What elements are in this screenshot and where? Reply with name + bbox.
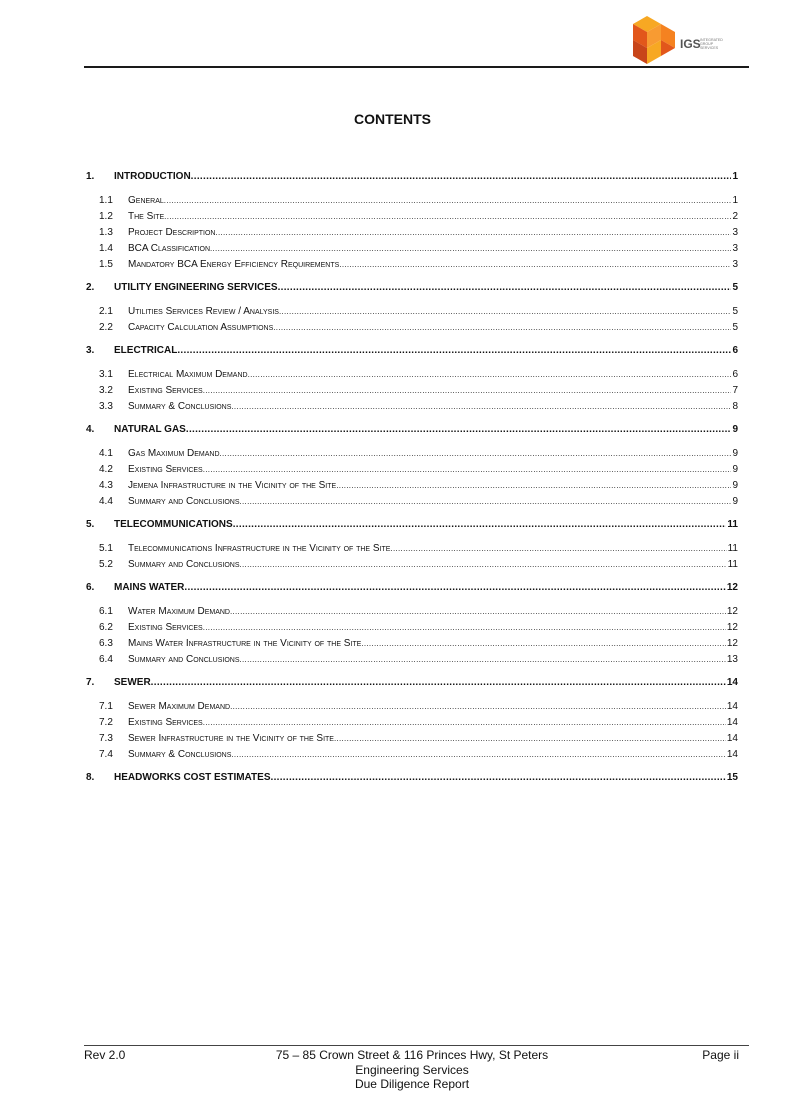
toc-section-entry[interactable]	[86, 345, 738, 359]
toc-subsection-entry[interactable]	[86, 638, 738, 652]
toc-entry-page: 3	[732, 243, 738, 254]
toc-subsection-entry[interactable]	[86, 401, 738, 415]
toc-section-entry[interactable]	[86, 282, 738, 296]
toc-entry-label: NATURAL GAS	[114, 424, 186, 435]
toc-entry-label: Summary & Conclusions	[128, 749, 232, 760]
toc-subsection-entry[interactable]	[86, 543, 738, 557]
toc-entry-page: 9	[732, 480, 738, 491]
toc-entry-page: 5	[732, 306, 738, 317]
toc-subsection-entry[interactable]	[86, 322, 738, 336]
toc-entry-page: 9	[732, 448, 738, 459]
toc-entry-number: 8.	[86, 772, 95, 783]
toc-entry-page: 12	[726, 606, 738, 617]
footer-page-number: Page ii	[702, 1048, 739, 1062]
toc-subsection-entry[interactable]	[86, 259, 738, 273]
toc-subsection-entry[interactable]	[86, 606, 738, 620]
toc-entry-label: MAINS WATER	[114, 582, 185, 593]
toc-entry-number: 4.2	[99, 464, 113, 475]
toc-entry-label: Project Description	[128, 227, 216, 238]
toc-dot-leader	[186, 424, 732, 435]
toc-dot-leader	[336, 481, 731, 490]
toc-entry-page: 3	[732, 227, 738, 238]
toc-subsection-entry[interactable]	[86, 448, 738, 462]
toc-dot-leader	[164, 196, 732, 205]
toc-entry-number: 3.	[86, 345, 95, 356]
toc-entry-number: 5.1	[99, 543, 113, 554]
toc-section-entry[interactable]	[86, 519, 738, 533]
logo-text: IGS	[680, 37, 701, 51]
toc-entry-number: 2.2	[99, 322, 113, 333]
toc-entry-number: 6.3	[99, 638, 113, 649]
toc-entry-page: 9	[732, 496, 738, 507]
toc-entry-page: 1	[732, 195, 738, 206]
toc-entry-label: Existing Services	[128, 464, 203, 475]
toc-entry-label: The Site	[128, 211, 165, 222]
toc-entry-label: Mandatory BCA Energy Efficiency Requirements	[128, 259, 340, 270]
toc-dot-leader	[231, 750, 725, 759]
footer-revision: Rev 2.0	[84, 1048, 126, 1062]
toc-entry-page: 14	[726, 749, 738, 760]
toc-dot-leader	[240, 655, 726, 664]
toc-entry-number: 1.5	[99, 259, 113, 270]
toc-dot-leader	[151, 677, 726, 688]
toc-entry-number: 7.3	[99, 733, 113, 744]
toc-entry-number: 4.	[86, 424, 95, 435]
toc-entry-label: Sewer Infrastructure in the Vicinity of the Site	[128, 733, 334, 744]
toc-entry-page: 3	[732, 259, 738, 270]
toc-entry-number: 5.	[86, 519, 95, 530]
toc-entry-number: 1.4	[99, 243, 113, 254]
toc-dot-leader	[248, 370, 732, 379]
toc-dot-leader	[184, 582, 726, 593]
toc-entry-label: Water Maximum Demand	[128, 606, 230, 617]
footer-rule	[84, 1045, 749, 1046]
toc-entry-page: 9	[732, 424, 738, 435]
toc-dot-leader	[164, 212, 731, 221]
toc-subsection-entry[interactable]	[86, 701, 738, 715]
toc-entry-page: 12	[726, 638, 738, 649]
toc-subsection-entry[interactable]	[86, 480, 738, 494]
toc-entry-number: 1.3	[99, 227, 113, 238]
toc-dot-leader	[220, 449, 732, 458]
toc-dot-leader	[278, 282, 732, 293]
footer-report-name: Due Diligence Report	[354, 1077, 470, 1091]
toc-subsection-entry[interactable]	[86, 227, 738, 241]
toc-dot-leader	[203, 386, 732, 395]
toc-entry-label: Summary and Conclusions	[128, 559, 240, 570]
toc-entry-label: Electrical Maximum Demand	[128, 369, 248, 380]
toc-entry-number: 7.2	[99, 717, 113, 728]
toc-subsection-entry[interactable]	[86, 211, 738, 225]
toc-dot-leader	[203, 623, 726, 632]
toc-subsection-entry[interactable]	[86, 243, 738, 257]
toc-entry-page: 1	[732, 171, 738, 182]
toc-entry-page: 11	[727, 519, 738, 530]
toc-entry-number: 6.2	[99, 622, 113, 633]
toc-subsection-entry[interactable]	[86, 195, 738, 209]
toc-subsection-entry[interactable]	[86, 369, 738, 383]
toc-entry-number: 2.1	[99, 306, 113, 317]
toc-dot-leader	[191, 171, 732, 182]
toc-dot-leader	[230, 702, 726, 711]
header-rule	[84, 66, 749, 68]
toc-entry-label: Capacity Calculation Assumptions	[128, 322, 274, 333]
toc-entry-label: TELECOMMUNICATIONS	[114, 519, 233, 530]
toc-dot-leader	[230, 607, 726, 616]
toc-subsection-entry[interactable]	[86, 385, 738, 399]
toc-subsection-entry[interactable]	[86, 559, 738, 573]
toc-entry-label: Jemena Infrastructure in the Vicinity of the Site	[128, 480, 337, 491]
toc-entry-page: 11	[727, 543, 738, 554]
toc-entry-label: UTILITY ENGINEERING SERVICES	[114, 282, 278, 293]
toc-entry-number: 7.	[86, 677, 95, 688]
toc-subsection-entry[interactable]	[86, 654, 738, 668]
toc-entry-label: INTRODUCTION	[114, 171, 191, 182]
toc-dot-leader	[339, 260, 731, 269]
toc-entry-page: 12	[726, 582, 738, 593]
toc-entry-number: 7.1	[99, 701, 113, 712]
toc-subsection-entry[interactable]	[86, 496, 738, 510]
toc-subsection-entry[interactable]	[86, 306, 738, 320]
toc-dot-leader	[233, 519, 727, 530]
toc-entry-number: 2.	[86, 282, 95, 293]
toc-subsection-entry[interactable]	[86, 464, 738, 478]
toc-entry-number: 6.4	[99, 654, 113, 665]
toc-dot-leader	[215, 228, 731, 237]
toc-entry-page: 5	[732, 282, 738, 293]
toc-dot-leader	[270, 772, 725, 783]
toc-entry-number: 1.2	[99, 211, 113, 222]
toc-entry-number: 3.1	[99, 369, 113, 380]
toc-entry-label: Existing Services	[128, 385, 203, 396]
toc-dot-leader	[203, 465, 732, 474]
toc-subsection-entry[interactable]	[86, 622, 738, 636]
toc-entry-number: 5.2	[99, 559, 113, 570]
toc-entry-page: 15	[726, 772, 738, 783]
toc-entry-number: 1.1	[99, 195, 113, 206]
toc-entry-label: Utilities Services Review / Analysis	[128, 306, 279, 317]
toc-entry-label: BCA Classification	[128, 243, 211, 254]
toc-entry-label: Existing Services	[128, 622, 203, 633]
toc-section-entry[interactable]	[86, 582, 738, 596]
toc-entry-label: Mains Water Infrastructure in the Vicinity of the Site	[128, 638, 362, 649]
toc-entry-page: 6	[732, 345, 738, 356]
toc-dot-leader	[334, 734, 726, 743]
toc-subsection-entry[interactable]	[86, 733, 738, 747]
toc-entry-number: 7.4	[99, 749, 113, 760]
toc-entry-page: 14	[726, 677, 738, 688]
toc-entry-page: 2	[732, 211, 738, 222]
toc-entry-page: 8	[732, 401, 738, 412]
toc-entry-page: 5	[732, 322, 738, 333]
toc-entry-page: 11	[727, 559, 738, 570]
toc-dot-leader	[231, 402, 731, 411]
footer-address: 75 – 85 Crown Street & 116 Princes Hwy, St Peters	[275, 1048, 549, 1062]
toc-subsection-entry[interactable]	[86, 749, 738, 763]
toc-entry-number: 4.1	[99, 448, 113, 459]
toc-subsection-entry[interactable]	[86, 717, 738, 731]
logo-subtext: INTEGRATED GROUP SERVICES	[700, 38, 723, 50]
toc-dot-leader	[177, 345, 731, 356]
toc-entry-number: 3.2	[99, 385, 113, 396]
toc-dot-leader	[240, 497, 732, 506]
page-title: CONTENTS	[354, 111, 431, 127]
toc-entry-page: 14	[726, 701, 738, 712]
toc-entry-label: Existing Services	[128, 717, 203, 728]
toc-section-entry[interactable]	[86, 772, 738, 786]
toc-section-entry[interactable]	[86, 424, 738, 438]
toc-entry-label: Summary & Conclusions	[128, 401, 232, 412]
toc-dot-leader	[273, 323, 731, 332]
toc-entry-label: Telecommunications Infrastructure in the Vicinity of the Site	[128, 543, 391, 554]
toc-dot-leader	[210, 244, 731, 253]
footer-document-info	[212, 1048, 612, 1092]
toc-entry-label: ELECTRICAL	[114, 345, 178, 356]
toc-entry-page: 13	[726, 654, 738, 665]
toc-entry-label: General	[128, 195, 164, 206]
toc-entry-page: 7	[732, 385, 738, 396]
toc-entry-page: 6	[732, 369, 738, 380]
toc-entry-label: Summary and Conclusions	[128, 496, 240, 507]
toc-entry-number: 6.	[86, 582, 95, 593]
toc-dot-leader	[203, 718, 726, 727]
toc-entry-number: 1.	[86, 171, 95, 182]
toc-entry-label: HEADWORKS COST ESTIMATES	[114, 772, 271, 783]
toc-entry-number: 4.4	[99, 496, 113, 507]
toc-entry-page: 9	[732, 464, 738, 475]
toc-dot-leader	[279, 307, 731, 316]
footer-report-type: Engineering Services	[355, 1062, 469, 1077]
toc-entry-label: Sewer Maximum Demand	[128, 701, 231, 712]
toc-entry-label: Gas Maximum Demand	[128, 448, 220, 459]
toc-dot-leader	[240, 560, 727, 569]
toc-entry-number: 6.1	[99, 606, 113, 617]
toc-dot-leader	[361, 639, 726, 648]
toc-entry-label: Summary and Conclusions	[128, 654, 240, 665]
toc-entry-page: 14	[726, 733, 738, 744]
toc-entry-number: 3.3	[99, 401, 113, 412]
toc-dot-leader	[390, 544, 726, 553]
toc-entry-label: SEWER	[114, 677, 151, 688]
toc-section-entry[interactable]	[86, 171, 738, 185]
toc-section-entry[interactable]	[86, 677, 738, 691]
toc-entry-number: 4.3	[99, 480, 113, 491]
toc-entry-page: 12	[726, 622, 738, 633]
toc-entry-page: 14	[726, 717, 738, 728]
